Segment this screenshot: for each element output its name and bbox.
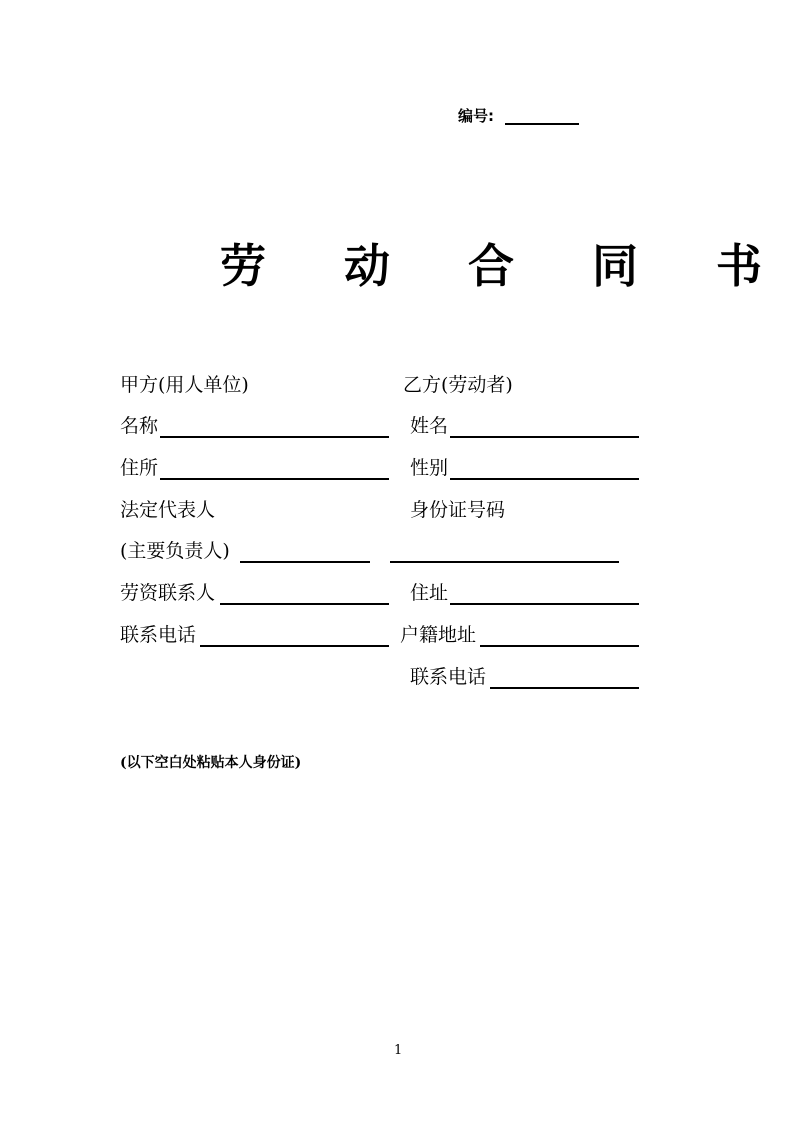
party-b-phone-field[interactable] <box>490 687 639 689</box>
party-a-name-field[interactable] <box>160 436 389 438</box>
party-b-address-label: 住址 <box>410 582 449 604</box>
party-b-heading: 乙方(劳动者) <box>403 374 513 396</box>
party-a-address-label: 住所 <box>120 457 159 479</box>
party-b-id-number-label: 身份证号码 <box>410 499 506 521</box>
party-a-phone-label: 联系电话 <box>120 624 197 646</box>
party-b-household-field[interactable] <box>480 645 639 647</box>
party-b-household-label: 户籍地址 <box>400 624 477 646</box>
party-a-labor-contact-field[interactable] <box>220 603 389 605</box>
contract-number-label: 编号: <box>458 107 494 125</box>
id-card-paste-area <box>120 790 640 1020</box>
party-b-address-field[interactable] <box>450 603 639 605</box>
party-b-name-field[interactable] <box>450 436 639 438</box>
document-title: 劳 动 合 同 书 <box>220 239 794 293</box>
party-a-labor-contact-label: 劳资联系人 <box>120 582 216 604</box>
party-b-id-number-field[interactable] <box>390 561 619 563</box>
party-a-phone-field[interactable] <box>200 645 389 647</box>
party-a-address-field[interactable] <box>160 478 389 480</box>
party-b-name-label: 姓名 <box>410 415 449 437</box>
party-b-gender-label: 性别 <box>410 457 449 479</box>
party-a-legal-rep-label: 法定代表人 <box>120 499 216 521</box>
id-card-paste-note: (以下空白处粘贴本人身份证) <box>120 755 302 771</box>
party-a-legal-rep-field[interactable] <box>240 561 370 563</box>
party-b-phone-label: 联系电话 <box>410 666 487 688</box>
party-a-heading: 甲方(用人单位) <box>120 374 249 396</box>
party-b-gender-field[interactable] <box>450 478 639 480</box>
page-number: 1 <box>394 1043 403 1058</box>
party-a-name-label: 名称 <box>120 415 159 437</box>
party-a-principal-label: (主要负责人) <box>120 540 230 562</box>
contract-number-field[interactable] <box>505 123 579 125</box>
